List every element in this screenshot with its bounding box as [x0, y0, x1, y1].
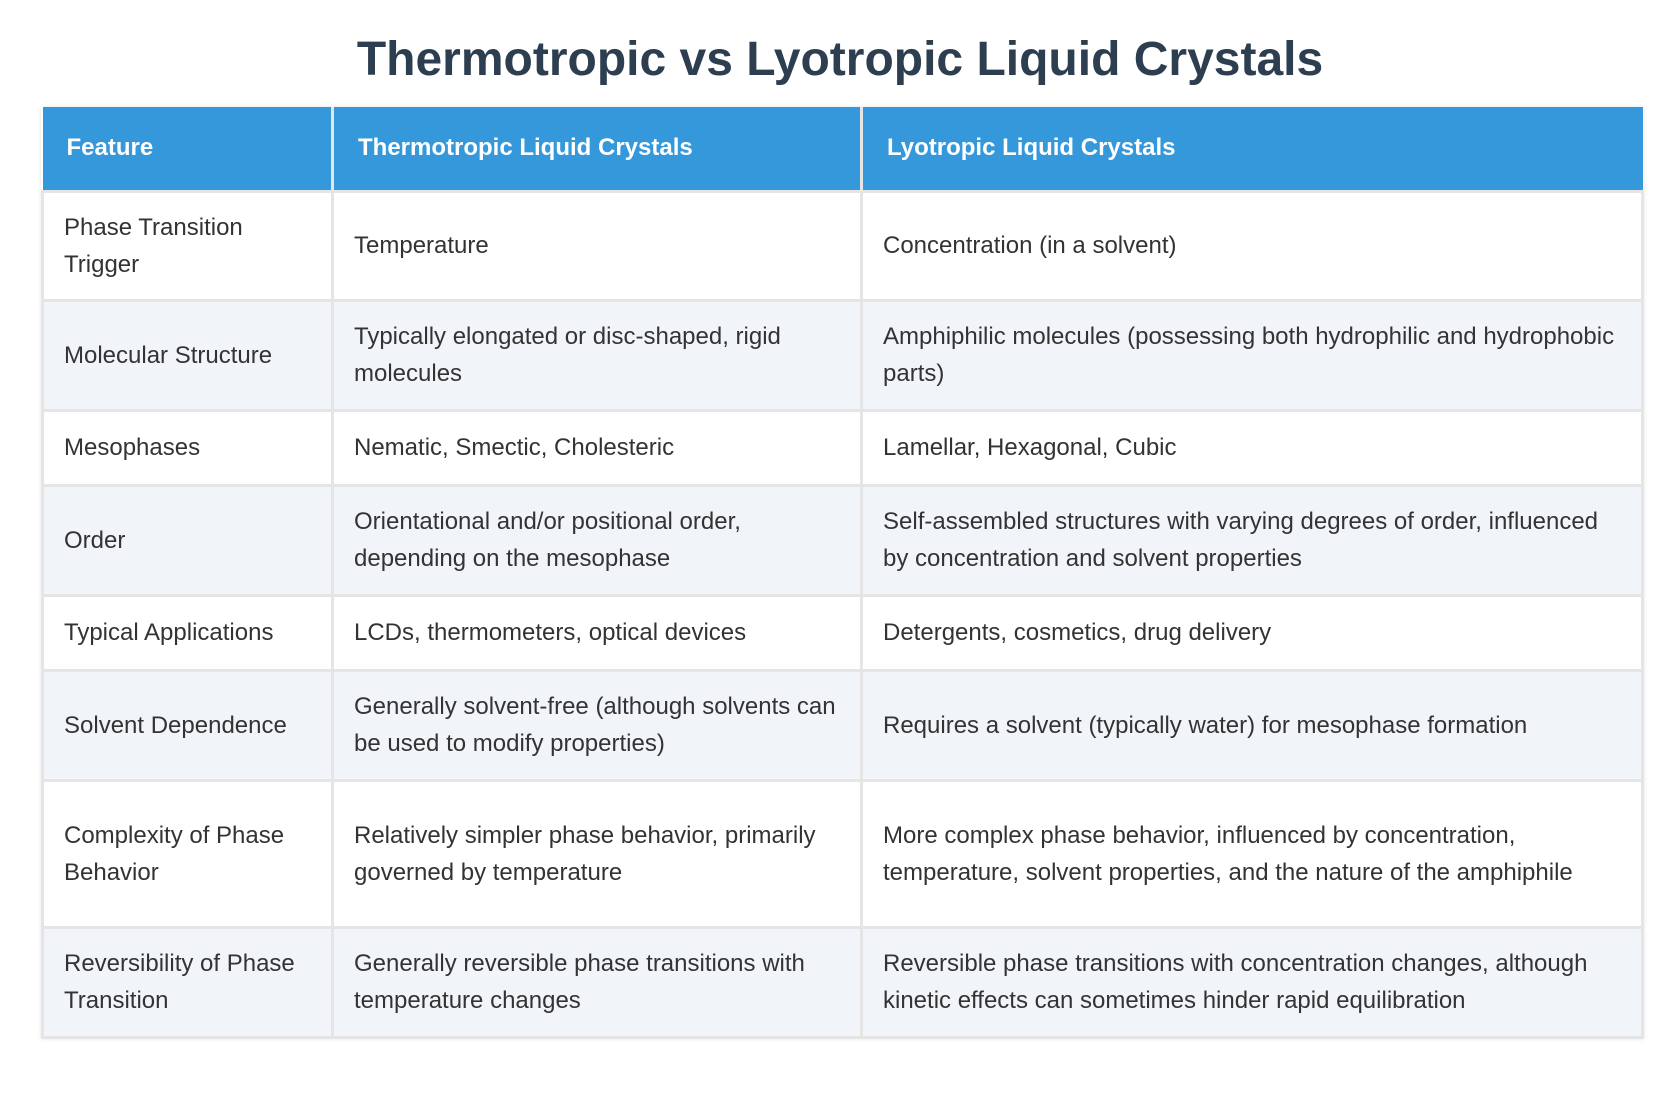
- feature-cell: Order: [43, 485, 333, 595]
- lyotropic-cell: Concentration (in a solvent): [862, 191, 1643, 300]
- thermotropic-cell: Generally reversible phase transitions with temperature changes: [333, 927, 862, 1037]
- lyotropic-cell: Self-assembled structures with varying degrees of order, influenced by concentration and solvent properties: [862, 485, 1643, 595]
- header-lyotropic: Lyotropic Liquid Crystals: [862, 107, 1643, 191]
- feature-cell: Phase Transition Trigger: [43, 191, 333, 300]
- feature-cell: Mesophases: [43, 410, 333, 485]
- table-row: [43, 595, 1643, 670]
- lyotropic-cell: Reversible phase transitions with concentration changes, although kinetic effects can sometimes hinder rapid equilibration: [862, 927, 1643, 1037]
- table-row: [43, 780, 1643, 927]
- thermotropic-cell: Orientational and/or positional order, depending on the mesophase: [333, 485, 862, 595]
- thermotropic-cell: Typically elongated or disc-shaped, rigid molecules: [333, 300, 862, 410]
- table-row: [43, 485, 1643, 595]
- feature-cell: Complexity of Phase Behavior: [43, 780, 333, 927]
- table-row: [43, 300, 1643, 410]
- feature-cell: Reversibility of Phase Transition: [43, 927, 333, 1037]
- lyotropic-cell: Amphiphilic molecules (possessing both hydrophilic and hydrophobic parts): [862, 300, 1643, 410]
- page-title: Thermotropic vs Lyotropic Liquid Crystals: [356, 33, 1324, 86]
- table-header-row: [43, 107, 1643, 191]
- header-thermotropic: Thermotropic Liquid Crystals: [333, 107, 862, 191]
- feature-cell: Solvent Dependence: [43, 670, 333, 780]
- table-row: [43, 410, 1643, 485]
- thermotropic-cell: Relatively simpler phase behavior, primarily governed by temperature: [333, 780, 862, 927]
- feature-cell: Typical Applications: [43, 595, 333, 670]
- table-row: [43, 670, 1643, 780]
- lyotropic-cell: Requires a solvent (typically water) for mesophase formation: [862, 670, 1643, 780]
- lyotropic-cell: Lamellar, Hexagonal, Cubic: [862, 410, 1643, 485]
- comparison-table: [41, 107, 1644, 1039]
- thermotropic-cell: LCDs, thermometers, optical devices: [333, 595, 862, 670]
- thermotropic-cell: Nematic, Smectic, Cholesteric: [333, 410, 862, 485]
- thermotropic-cell: Generally solvent-free (although solvents can be used to modify properties): [333, 670, 862, 780]
- lyotropic-cell: More complex phase behavior, influenced by concentration, temperature, solvent properties, and the nature of the amphiphile: [862, 780, 1643, 927]
- table-row: [43, 927, 1643, 1037]
- table-row: [43, 191, 1643, 300]
- thermotropic-cell: Temperature: [333, 191, 862, 300]
- feature-cell: Molecular Structure: [43, 300, 333, 410]
- header-feature: Feature: [43, 107, 333, 191]
- lyotropic-cell: Detergents, cosmetics, drug delivery: [862, 595, 1643, 670]
